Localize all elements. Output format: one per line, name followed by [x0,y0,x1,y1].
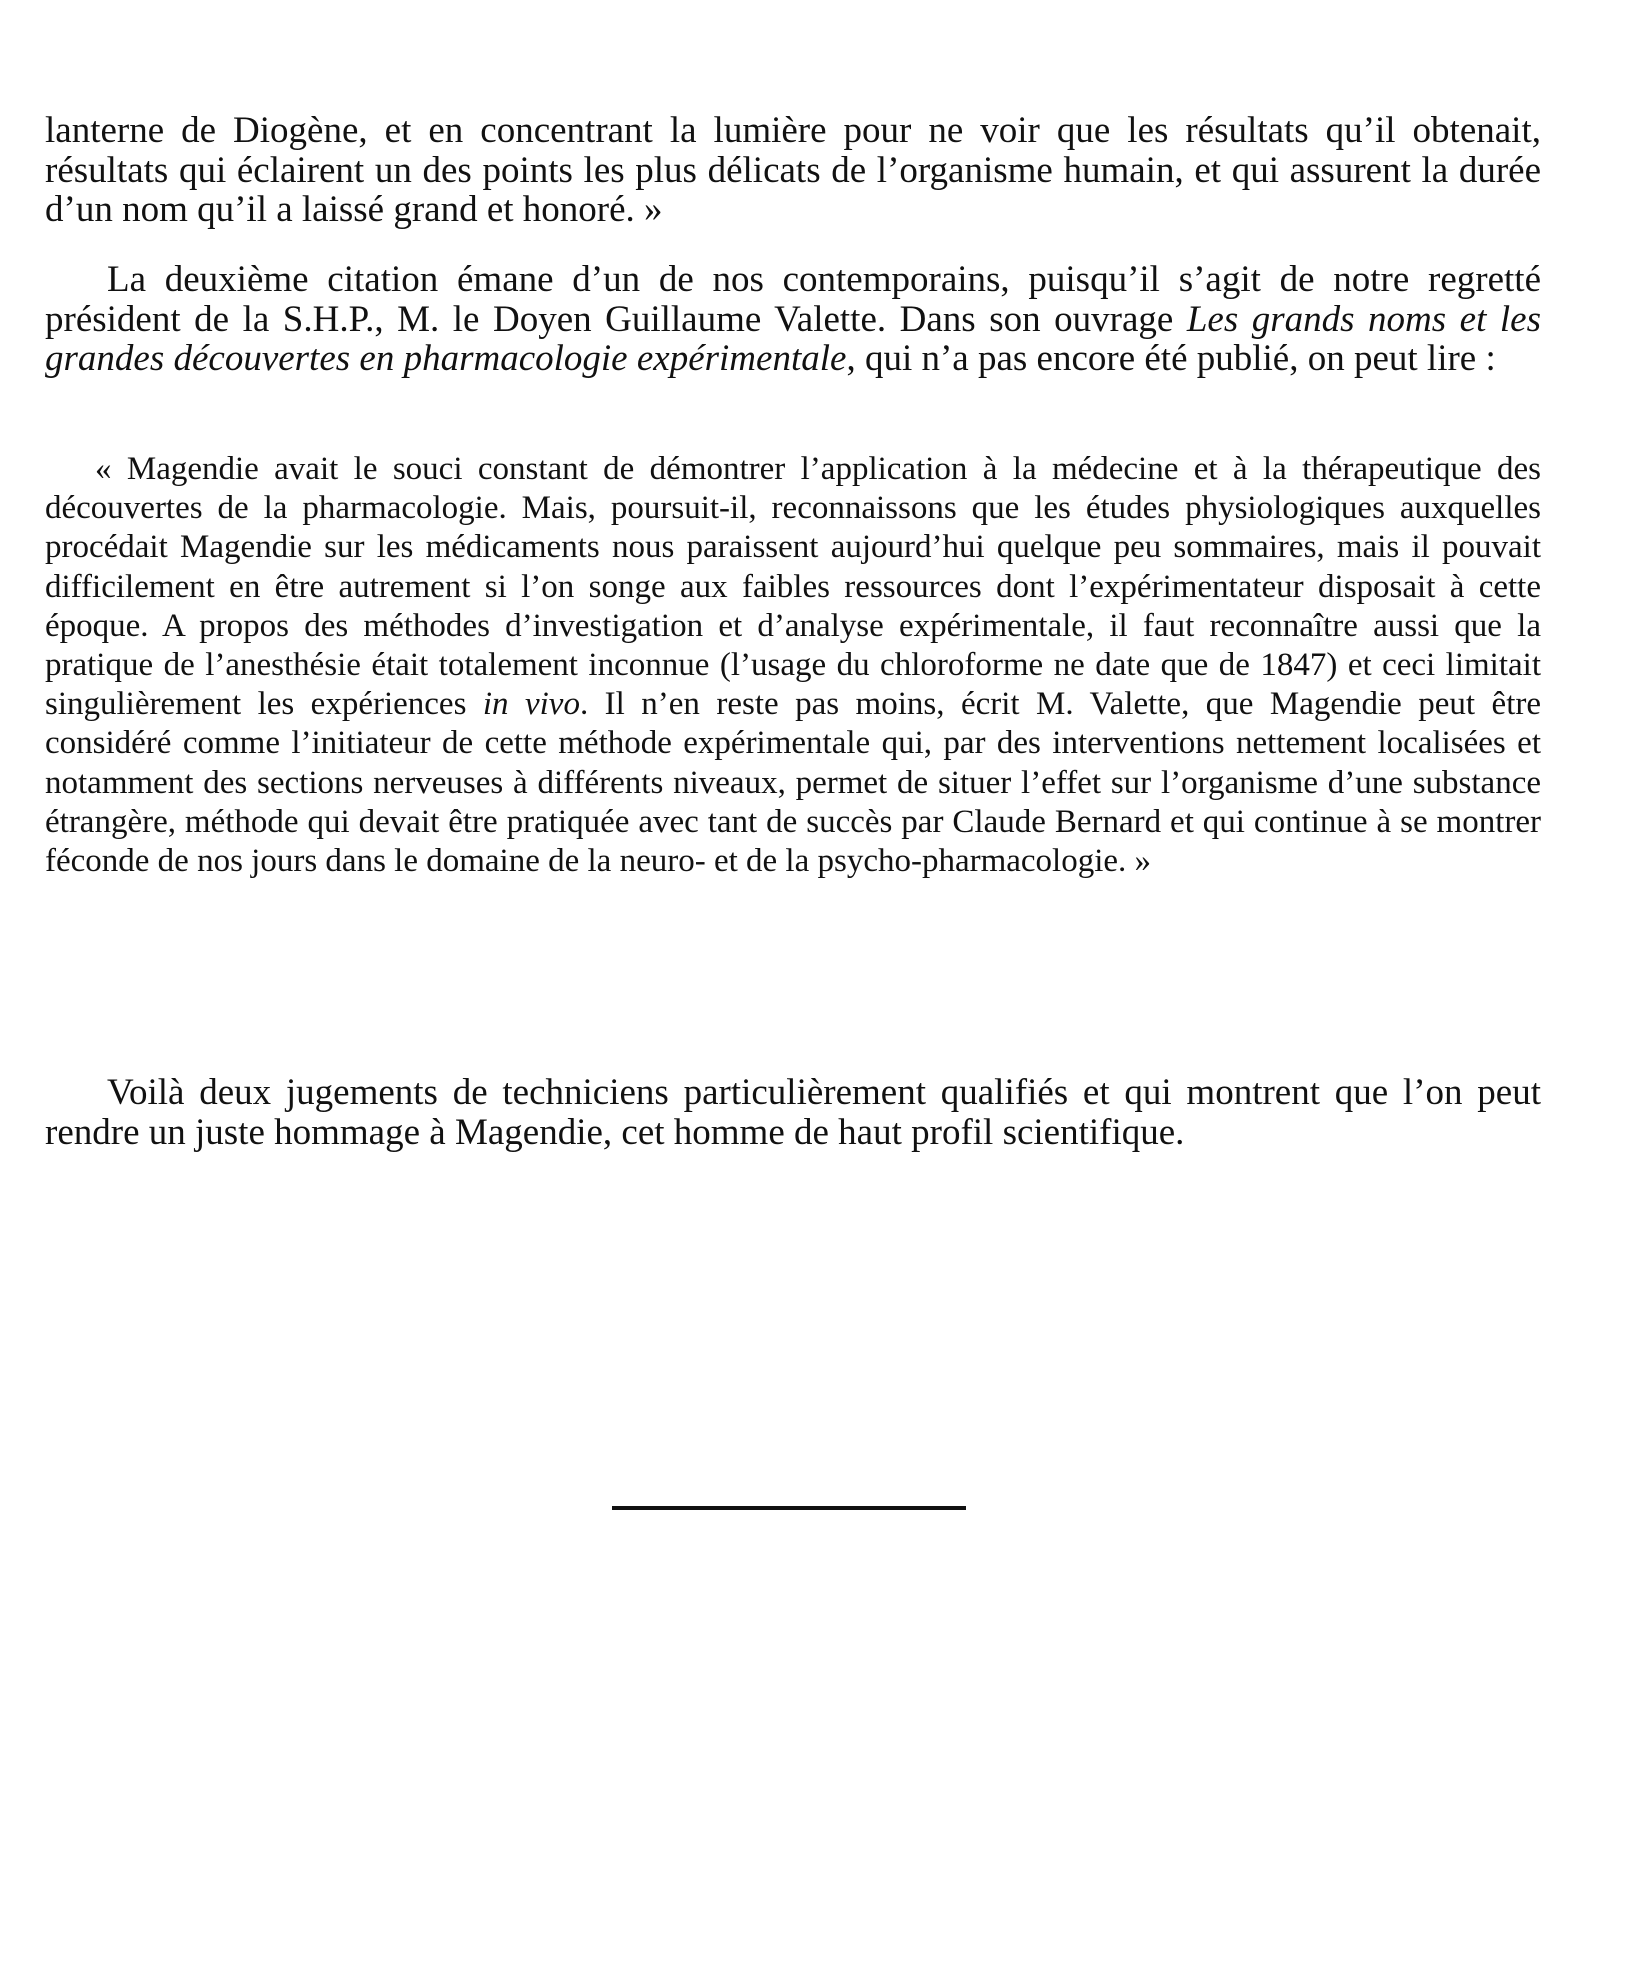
quote-text: « Magendie avait le souci constant de démontrer l’application à la médecine et à la thérapeutique des découvertes de la pharmacologie. Mais, poursuit-il, reconnaissons que les études physiologiques auxquelles procédait Magendie sur les médicaments nous paraissent aujourd’hui quelque peu sommaires, mais il pouvait difficilement en être autrement si l’on songe aux faibles ressources dont l’expérimentateur disposait à cette époque. A propos des méthodes d’investigation et d’analyse expérimentale, il faut reconnaître aussi que la pratique de l’anesthésie était totalement inconnue (l’usage du chloroforme ne date que de 1847) et ceci limitait singulièrement les expériences [45,451,1541,723]
quote-text: . Il n’en reste pas moins, écrit M. Valette, que Magendie peut être considéré comme l’initiateur de cette méthode expérimentale qui, par des interventions nettement localisées et notamment des sections nerveuses à différents niveaux, permet de situer l’effet sur l’organisme d’une substance étrangère, méthode qui devait être pratiquée avec tant de succès par Claude Bernard et qui continue à se montrer féconde de nos jours dans le domaine de la neuro- et de la psycho-pharmacologie. » [45,686,1542,880]
paragraph-text: Voilà deux jugements de techniciens particulièrement qualifiés et qui montrent que l’on peut rendre un juste hommage à Magendie, cet homme de haut profil scientifique. [45,1072,1541,1153]
block-quote-valette [45,450,1541,881]
paragraph-text: lanterne de Diogène, et en concentrant la lumière pour ne voir que les résultats qu’il obtenait, résultats qui éclairent un des points les plus délicats de l’organisme humain, et qui assurent la durée d’un nom qu’il a laissé grand et honoré. » [45,110,1541,230]
paragraph-second-citation-intro [45,260,1541,379]
paragraph-text: La deuxième citation émane d’un de nos contemporains, puisqu’il s’agit de notre regretté président de la S.H.P., M. le Doyen Guillaume Valette. Dans son ouvrage [45,259,1541,340]
paragraph-quote-ending [45,111,1541,230]
latin-term: in vivo [482,686,580,723]
paragraph-conclusion [45,1073,1541,1152]
section-end-rule [612,1506,966,1510]
paragraph-text: , qui n’a pas encore été publié, on peut lire : [846,338,1496,379]
book-title: Les grands noms et les grandes découvertes en pharmacologie expérimentale [45,298,1541,379]
